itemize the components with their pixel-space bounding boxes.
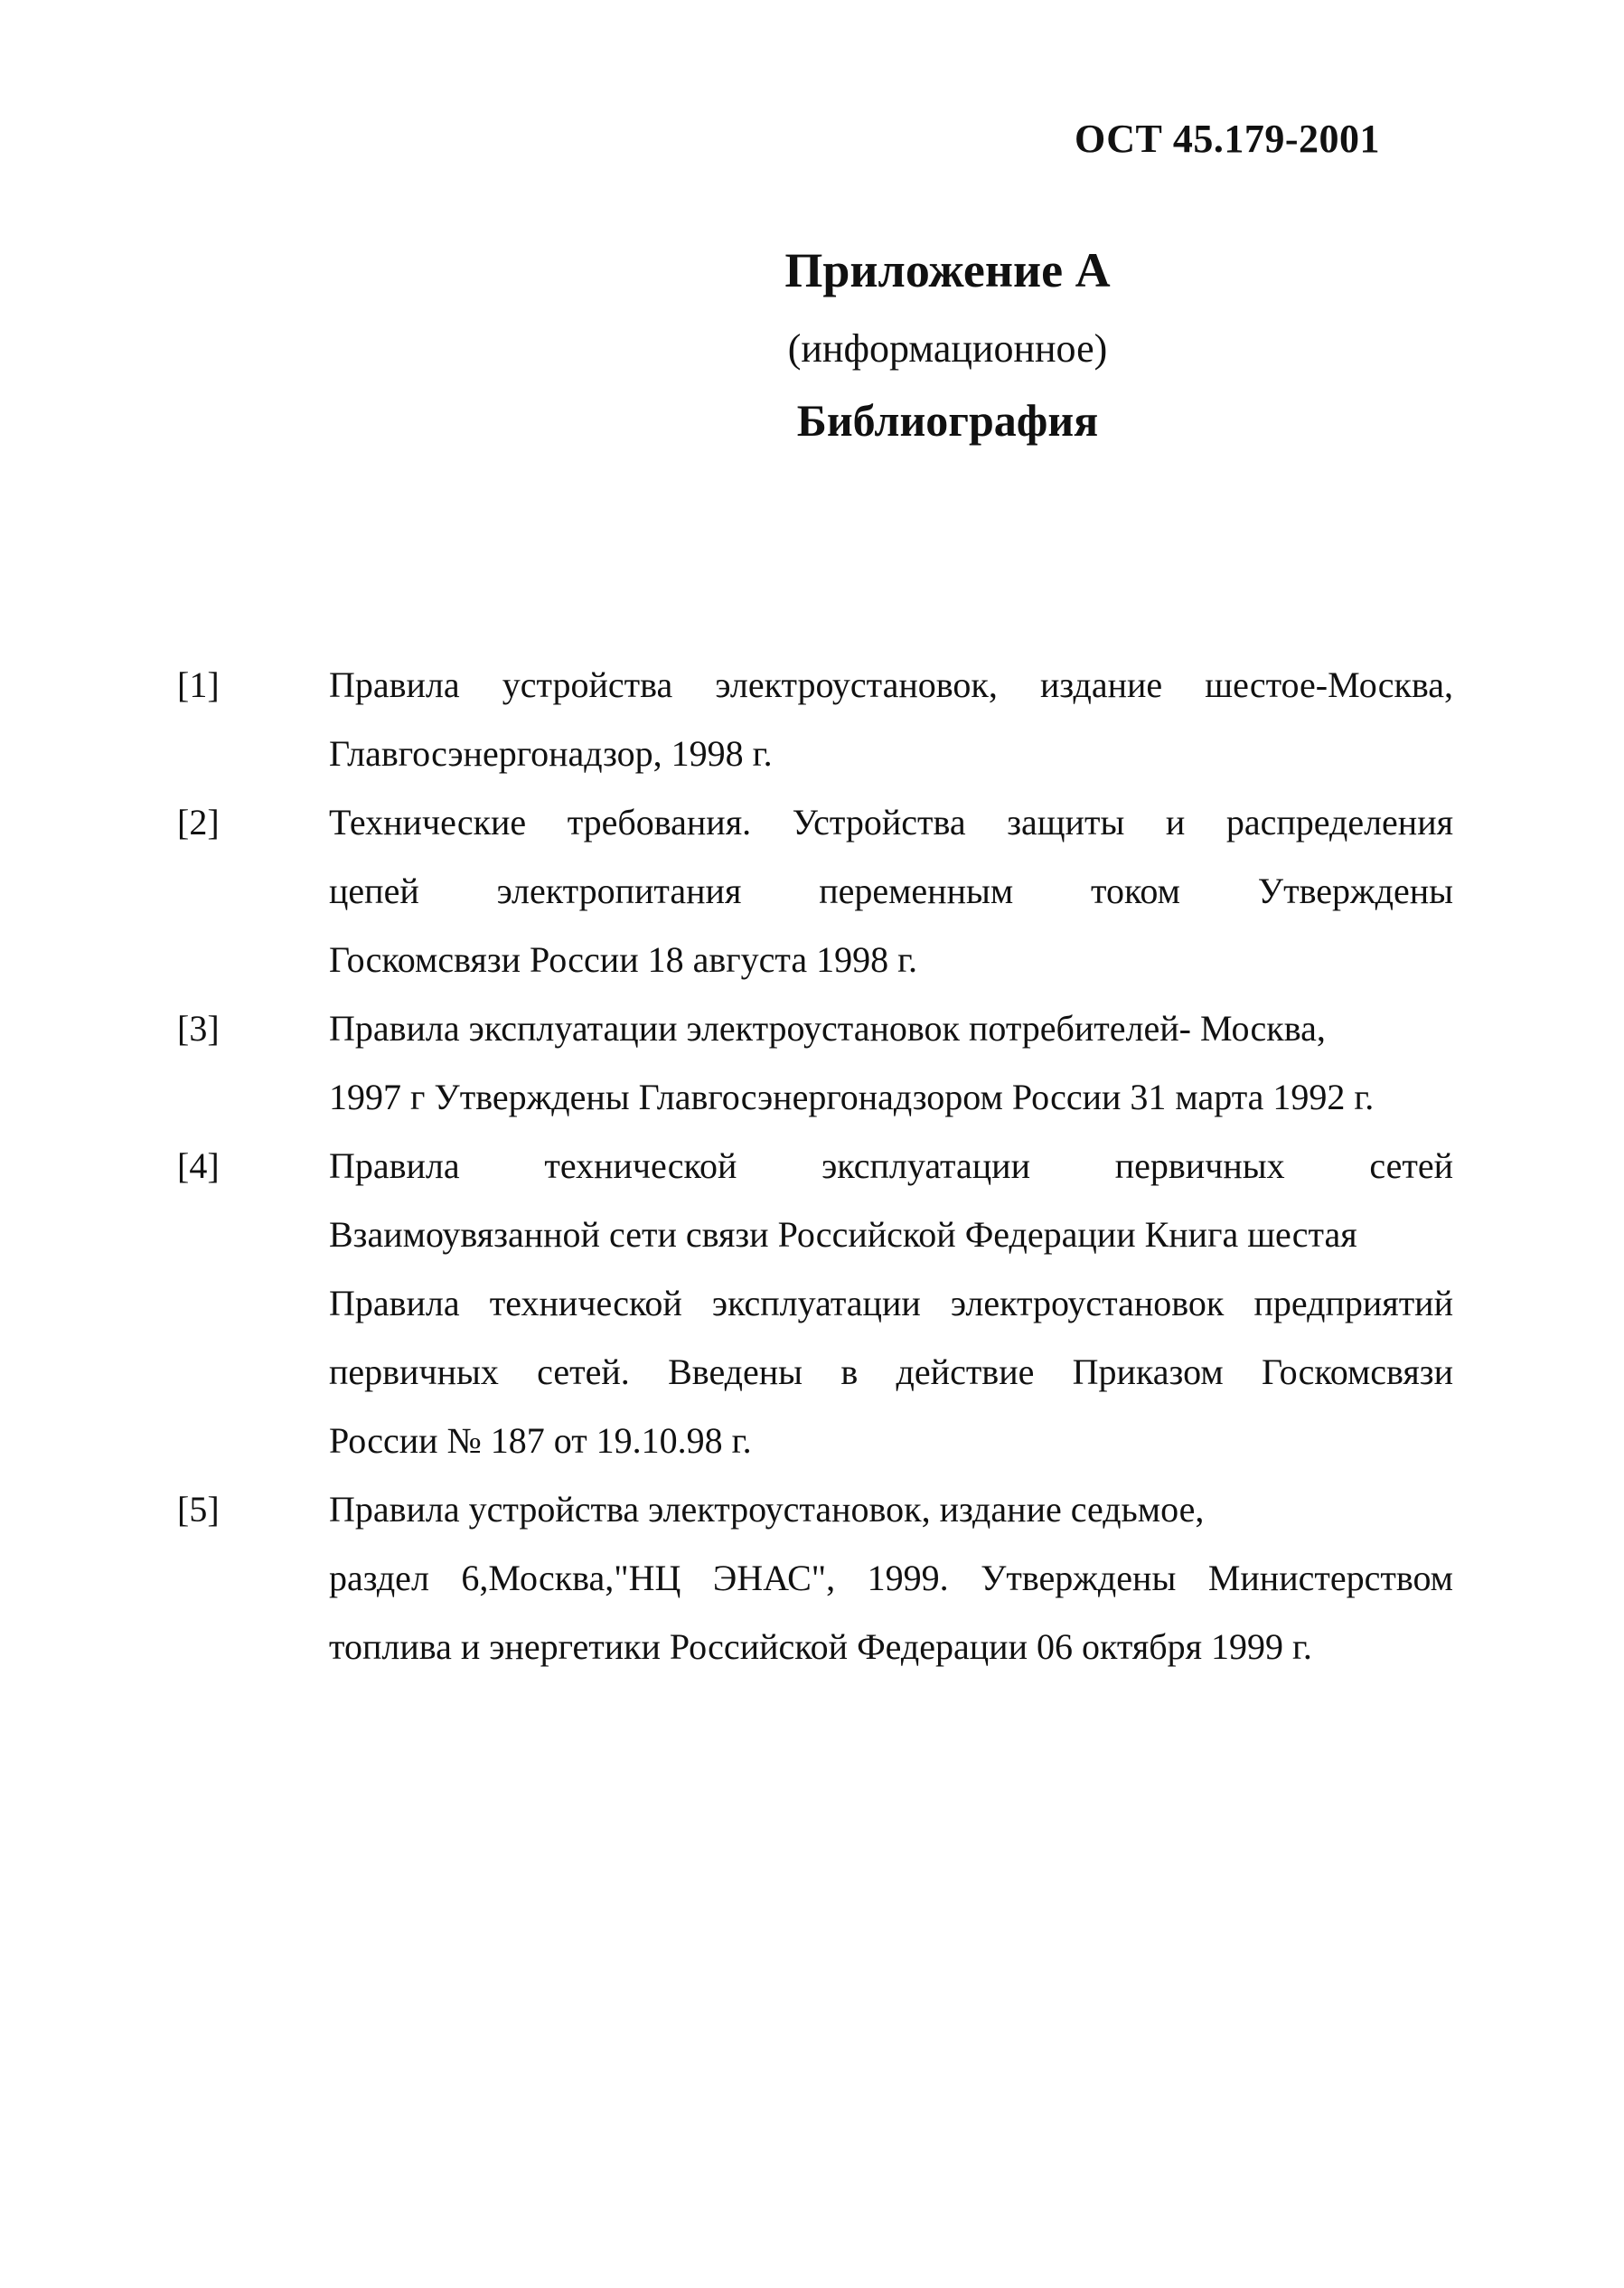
reference-line: Госкомсвязи России 18 августа 1998 г. — [329, 939, 918, 980]
reference-number: [4] — [177, 1145, 220, 1186]
reference-number: [3] — [177, 1008, 220, 1049]
reference-text — [329, 994, 1453, 1132]
reference-number: [2] — [177, 802, 220, 843]
reference-text — [329, 788, 1453, 994]
reference-line: Главгосэнергонадзор, 1998 г. — [329, 733, 773, 774]
document-code: ОСТ 45.179-2001 — [1074, 117, 1380, 161]
reference-line: цепей электропитания переменным током Утверждены — [329, 871, 1453, 911]
reference-line: Взаимоувязанной сети связи Российской Федерации Книга шестая — [329, 1214, 1357, 1255]
reference-line: России № 187 от 19.10.98 г. — [329, 1420, 752, 1461]
reference-line: первичных сетей. Введены в действие Приказом Госкомсвязи — [329, 1351, 1453, 1392]
reference-line: Правила эксплуатации электроустановок потребителей- Москва, — [329, 1008, 1326, 1049]
reference-line: Правила устройства электроустановок, издание шестое-Москва, — [329, 664, 1453, 705]
reference-line: Технические требования. Устройства защиты и распределения — [329, 802, 1453, 843]
reference-list — [177, 651, 1453, 1681]
reference-line: раздел 6,Москва,"НЦ ЭНАС", 1999. Утверждены Министерством — [329, 1558, 1453, 1598]
reference-text — [329, 651, 1453, 788]
reference-number: [5] — [177, 1489, 220, 1530]
reference-line: Правила технической эксплуатации первичных сетей — [329, 1145, 1453, 1186]
reference-line: 1997 г Утверждены Главгосэнергонадзором России 31 марта 1992 г. — [329, 1077, 1375, 1117]
reference-item — [177, 788, 1453, 994]
reference-item — [177, 1475, 1453, 1681]
reference-text — [329, 1475, 1453, 1681]
reference-text — [329, 1132, 1453, 1475]
reference-item — [177, 994, 1453, 1132]
reference-line: Правила технической эксплуатации электроустановок предприятий — [329, 1283, 1453, 1323]
appendix-title: Приложение А — [784, 243, 1111, 297]
appendix-type: (информационное) — [787, 326, 1108, 371]
bibliography-title: Библиография — [796, 395, 1099, 446]
reference-line: Правила устройства электроустановок, издание седьмое, — [329, 1489, 1205, 1530]
reference-line: топлива и энергетики Российской Федерации 06 октября 1999 г. — [329, 1626, 1312, 1667]
reference-item — [177, 1132, 1453, 1475]
reference-item — [177, 651, 1453, 788]
reference-number: [1] — [177, 664, 220, 705]
